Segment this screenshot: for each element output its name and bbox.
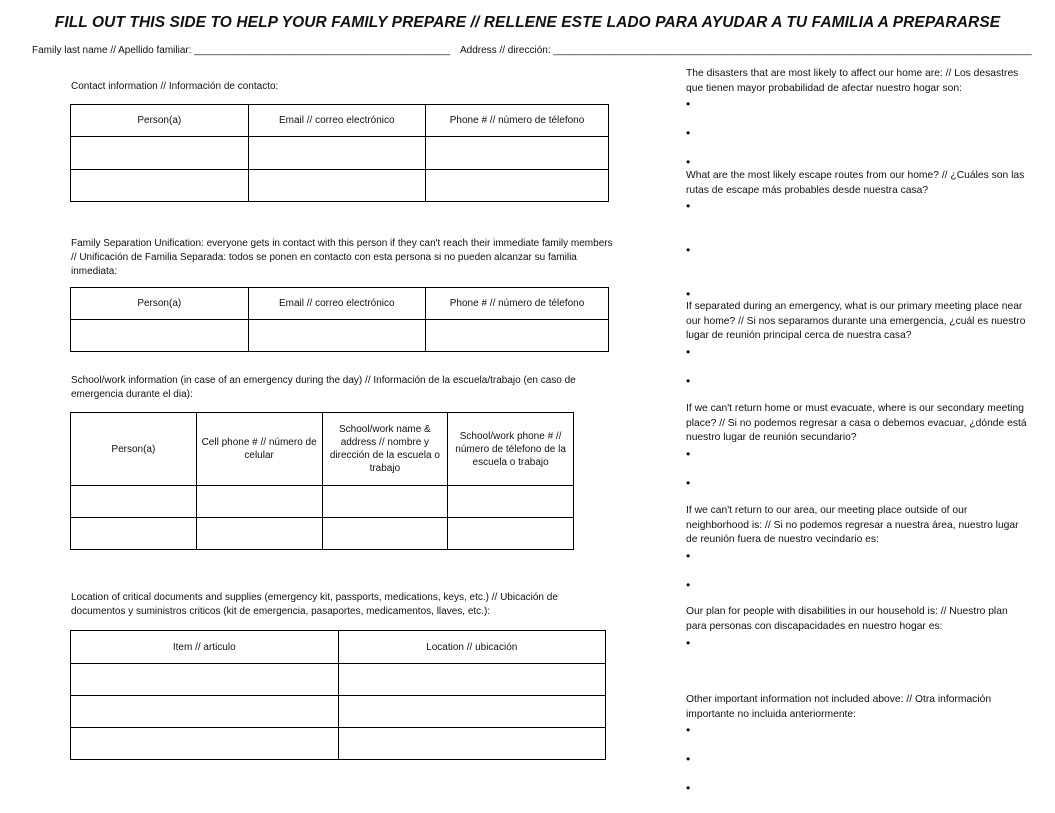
bullet-point[interactable]: • [686, 97, 691, 111]
table-row[interactable] [71, 486, 574, 518]
table-cell[interactable] [248, 170, 426, 202]
bullet-point[interactable]: • [686, 243, 691, 257]
question-disabilities-plan: Our plan for people with disabilities in our household is: // Nuestro plan para personas con discapacidades en nuestro hogar es: [686, 606, 1008, 632]
column-header: Item // articulo [71, 631, 339, 664]
table-cell[interactable] [248, 137, 426, 170]
column-header: School/work name & address // nombre y dirección de la escuela o trabajo [322, 413, 448, 486]
bullet-point[interactable]: • [686, 155, 691, 169]
bullet-point[interactable]: • [686, 287, 691, 301]
contact-heading: Contact information // Información de contacto: [71, 81, 279, 92]
table-cell[interactable] [71, 137, 249, 170]
question-primary-meeting: If separated during an emergency, what is our primary meeting place near our home? // Si nos separamos durante una emergencia, ¿cuál es nuestro lugar de reunión principal cerca de nuestra casa? [686, 301, 1026, 341]
page-title: FILL OUT THIS SIDE TO HELP YOUR FAMILY PREPARE // RELLENE ESTE LADO PARA AYUDAR A TU FAMILIA A PREPARARSE [54, 14, 1001, 31]
table-row[interactable] [71, 696, 606, 728]
family-name-label: Family last name // Apellido familiar: [32, 45, 192, 56]
table-row[interactable] [71, 170, 609, 202]
table-cell[interactable] [71, 320, 249, 352]
table-cell[interactable] [426, 137, 609, 170]
bullet-point[interactable]: • [686, 549, 691, 563]
address-line: ______________________________________________________________________________________ [553, 45, 1032, 56]
table-header-row [71, 105, 609, 137]
school-table [70, 412, 574, 550]
school-heading: School/work information (in case of an emergency during the day) // Información de la escuela/trabajo (en caso de emergencia durante el dia): [71, 375, 576, 400]
table-cell[interactable] [71, 696, 339, 728]
table-cell[interactable] [338, 664, 606, 696]
table-row[interactable] [71, 518, 574, 550]
bullet-point[interactable]: • [686, 723, 691, 737]
column-header: Cell phone # // número de celular [196, 413, 322, 486]
question-secondary-meeting: If we can't return home or must evacuate, where is our secondary meeting place? // Si no podemos regresar a casa o debemos evacuar, ¿dónde está nuestro lugar de reunión secundario? [686, 403, 1027, 443]
table-cell[interactable] [71, 728, 339, 760]
table-cell[interactable] [71, 486, 197, 518]
table-header-row [71, 413, 574, 486]
column-header: Email // correo electrónico [248, 105, 426, 137]
reunification-heading: Family Separation Unification: everyone gets in contact with this person if they can't reach their immediate family members // Unificación de Familia Separada: todos se ponen en contacto con esta persona si no pueden alcanzar su familia inmediata: [71, 238, 613, 277]
table-cell[interactable] [448, 486, 574, 518]
question-escape-routes: What are the most likely escape routes from our home? // ¿Cuáles son las rutas de escape más probables desde nuestra casa? [686, 170, 1025, 196]
question-other-info: Other important information not included above: // Otra información importante no incluida anteriormente: [686, 694, 992, 720]
table-cell[interactable] [322, 486, 448, 518]
bullet-point[interactable]: • [686, 578, 691, 592]
table-cell[interactable] [338, 728, 606, 760]
column-header: Email // correo electrónico [248, 288, 426, 320]
column-header: Person(a) [71, 413, 197, 486]
reunification-table [70, 287, 609, 352]
bullet-point[interactable]: • [686, 126, 691, 140]
bullet-point[interactable]: • [686, 476, 691, 490]
question-disasters: The disasters that are most likely to affect our home are: // Los desastres que tienen mayor probabilidad de afectar nuestro hogar son: [686, 68, 1019, 94]
bullet-point[interactable]: • [686, 636, 691, 650]
table-row[interactable] [71, 728, 606, 760]
table-cell[interactable] [426, 320, 609, 352]
table-row[interactable] [71, 137, 609, 170]
table-cell[interactable] [426, 170, 609, 202]
address-label: Address // dirección: [460, 45, 551, 56]
column-header: Location // ubicación [338, 631, 606, 664]
table-cell[interactable] [71, 170, 249, 202]
table-cell[interactable] [322, 518, 448, 550]
column-header: Person(a) [71, 288, 249, 320]
bullet-point[interactable]: • [686, 374, 691, 388]
question-outside-neighborhood: If we can't return to our area, our meeting place outside of our neighborhood is: // Si no podemos regresar a nuestra área, nuestro lugar de reunión fuera de nuestro vecindario es: [686, 505, 1019, 545]
column-header: Person(a) [71, 105, 249, 137]
column-header: Phone # // número de télefono [426, 105, 609, 137]
family-name-line: ______________________________________________ [194, 45, 451, 56]
table-cell[interactable] [196, 486, 322, 518]
table-cell[interactable] [196, 518, 322, 550]
bullet-point[interactable]: • [686, 345, 691, 359]
documents-table [70, 630, 606, 760]
address-field[interactable] [460, 45, 1050, 56]
table-header-row [71, 631, 606, 664]
table-row[interactable] [71, 320, 609, 352]
bullet-point[interactable]: • [686, 781, 691, 795]
bullet-point[interactable]: • [686, 752, 691, 766]
table-cell[interactable] [248, 320, 426, 352]
table-cell[interactable] [71, 518, 197, 550]
family-name-field[interactable] [32, 45, 450, 56]
column-header: Phone # // número de télefono [426, 288, 609, 320]
documents-heading: Location of critical documents and supplies (emergency kit, passports, medications, keys, etc.) // Ubicación de documentos y suministros criticos (kit de emergencia, pasaportes, medicamentos, llaves, etc.): [71, 592, 558, 617]
table-header-row [71, 288, 609, 320]
table-cell[interactable] [71, 664, 339, 696]
table-cell[interactable] [448, 518, 574, 550]
bullet-point[interactable]: • [686, 447, 691, 461]
table-row[interactable] [71, 664, 606, 696]
column-header: School/work phone # // número de télefono de la escuela o trabajo [448, 413, 574, 486]
bullet-point[interactable]: • [686, 199, 691, 213]
contact-table [70, 104, 609, 202]
table-cell[interactable] [338, 696, 606, 728]
